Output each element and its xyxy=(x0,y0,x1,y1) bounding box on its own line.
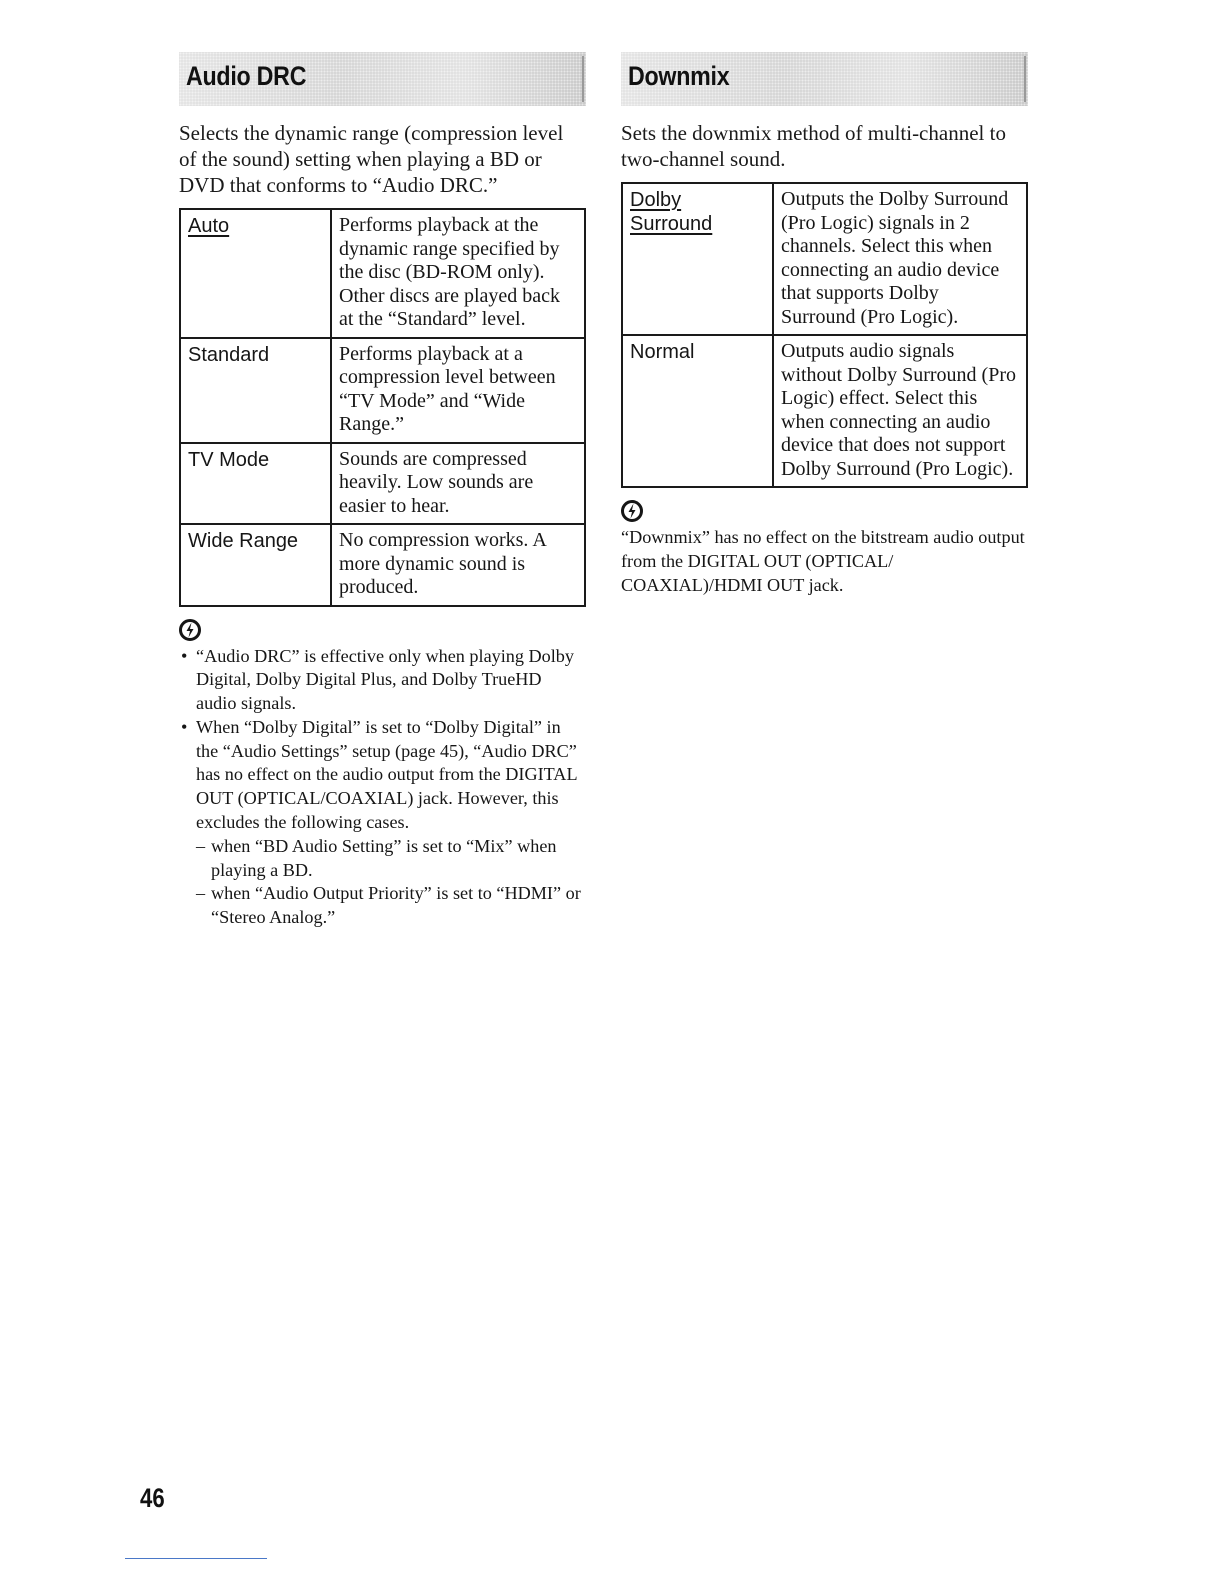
option-description: Outputs audio signals without Dolby Surround (Pro Logic) effect. Select this when connecting an audio device that does not support Dolby Surround (Pro Logic). xyxy=(773,335,1027,487)
note-icon xyxy=(621,500,643,522)
note-item xyxy=(179,716,586,930)
note-item-text: When “Dolby Digital” is set to “Dolby Digital” in the “Audio Settings” setup (page 45), “Audio DRC” has no effect on the audio output from the DIGITAL OUT (OPTICAL/COAXIAL) jack. However, this excludes the following cases. xyxy=(196,716,577,833)
option-label-default: Auto xyxy=(188,215,230,237)
table-row xyxy=(622,335,1027,487)
audio-drc-section xyxy=(179,52,586,930)
option-label-cell xyxy=(180,209,331,338)
note-list xyxy=(179,645,586,931)
option-label: TV Mode xyxy=(180,443,331,525)
option-label-default: Dolby Surround xyxy=(630,189,713,235)
note-item: • “Audio DRC” is effective only when playing Dolby Digital, Dolby Digital Plus, and Dolby TrueHD audio signals. xyxy=(179,645,586,716)
table-row xyxy=(180,338,585,443)
table-row xyxy=(180,443,585,525)
audio-drc-options-table xyxy=(179,208,586,607)
downmix-intro: Sets the downmix method of multi-channel to two-channel sound. xyxy=(621,121,1006,171)
footer-rule xyxy=(125,1558,267,1559)
audio-drc-header xyxy=(179,52,586,106)
audio-drc-title: Audio DRC xyxy=(186,61,307,91)
sub-note-item: – when “BD Audio Setting” is set to “Mix” when playing a BD. xyxy=(196,835,586,883)
option-description: Performs playback at the dynamic range specified by the disc (BD-ROM only). Other discs are played back at the “Standard” level. xyxy=(331,209,585,338)
table-row xyxy=(622,183,1027,335)
downmix-section xyxy=(621,52,1028,597)
option-description: Performs playback at a compression level between “TV Mode” and “Wide Range.” xyxy=(331,338,585,443)
downmix-note xyxy=(621,500,1028,597)
option-label-cell xyxy=(622,183,773,335)
note-text: “Downmix” has no effect on the bitstream audio output from the DIGITAL OUT (OPTICAL/ COAXIAL)/HDMI OUT jack. xyxy=(621,527,1025,595)
page-number: 46 xyxy=(140,1483,165,1513)
option-description: No compression works. A more dynamic sound is produced. xyxy=(331,524,585,606)
sub-note-item: – when “Audio Output Priority” is set to “HDMI” or “Stereo Analog.” xyxy=(196,882,586,930)
downmix-options-table xyxy=(621,182,1028,488)
option-label: Normal xyxy=(622,335,773,487)
downmix-title: Downmix xyxy=(628,61,730,91)
table-row xyxy=(180,209,585,338)
sub-note-list xyxy=(196,835,586,930)
option-description: Sounds are compressed heavily. Low sounds are easier to hear. xyxy=(331,443,585,525)
table-row xyxy=(180,524,585,606)
note-icon xyxy=(179,619,201,641)
option-label: Standard xyxy=(180,338,331,443)
audio-drc-intro: Selects the dynamic range (compression level of the sound) setting when playing a BD or DVD that conforms to “Audio DRC.” xyxy=(179,121,564,197)
audio-drc-note xyxy=(179,619,586,931)
option-description: Outputs the Dolby Surround (Pro Logic) signals in 2 channels. Select this when connecting an audio device that supports Dolby Surround (Pro Logic). xyxy=(773,183,1027,335)
option-label: Wide Range xyxy=(180,524,331,606)
downmix-header xyxy=(621,52,1028,106)
